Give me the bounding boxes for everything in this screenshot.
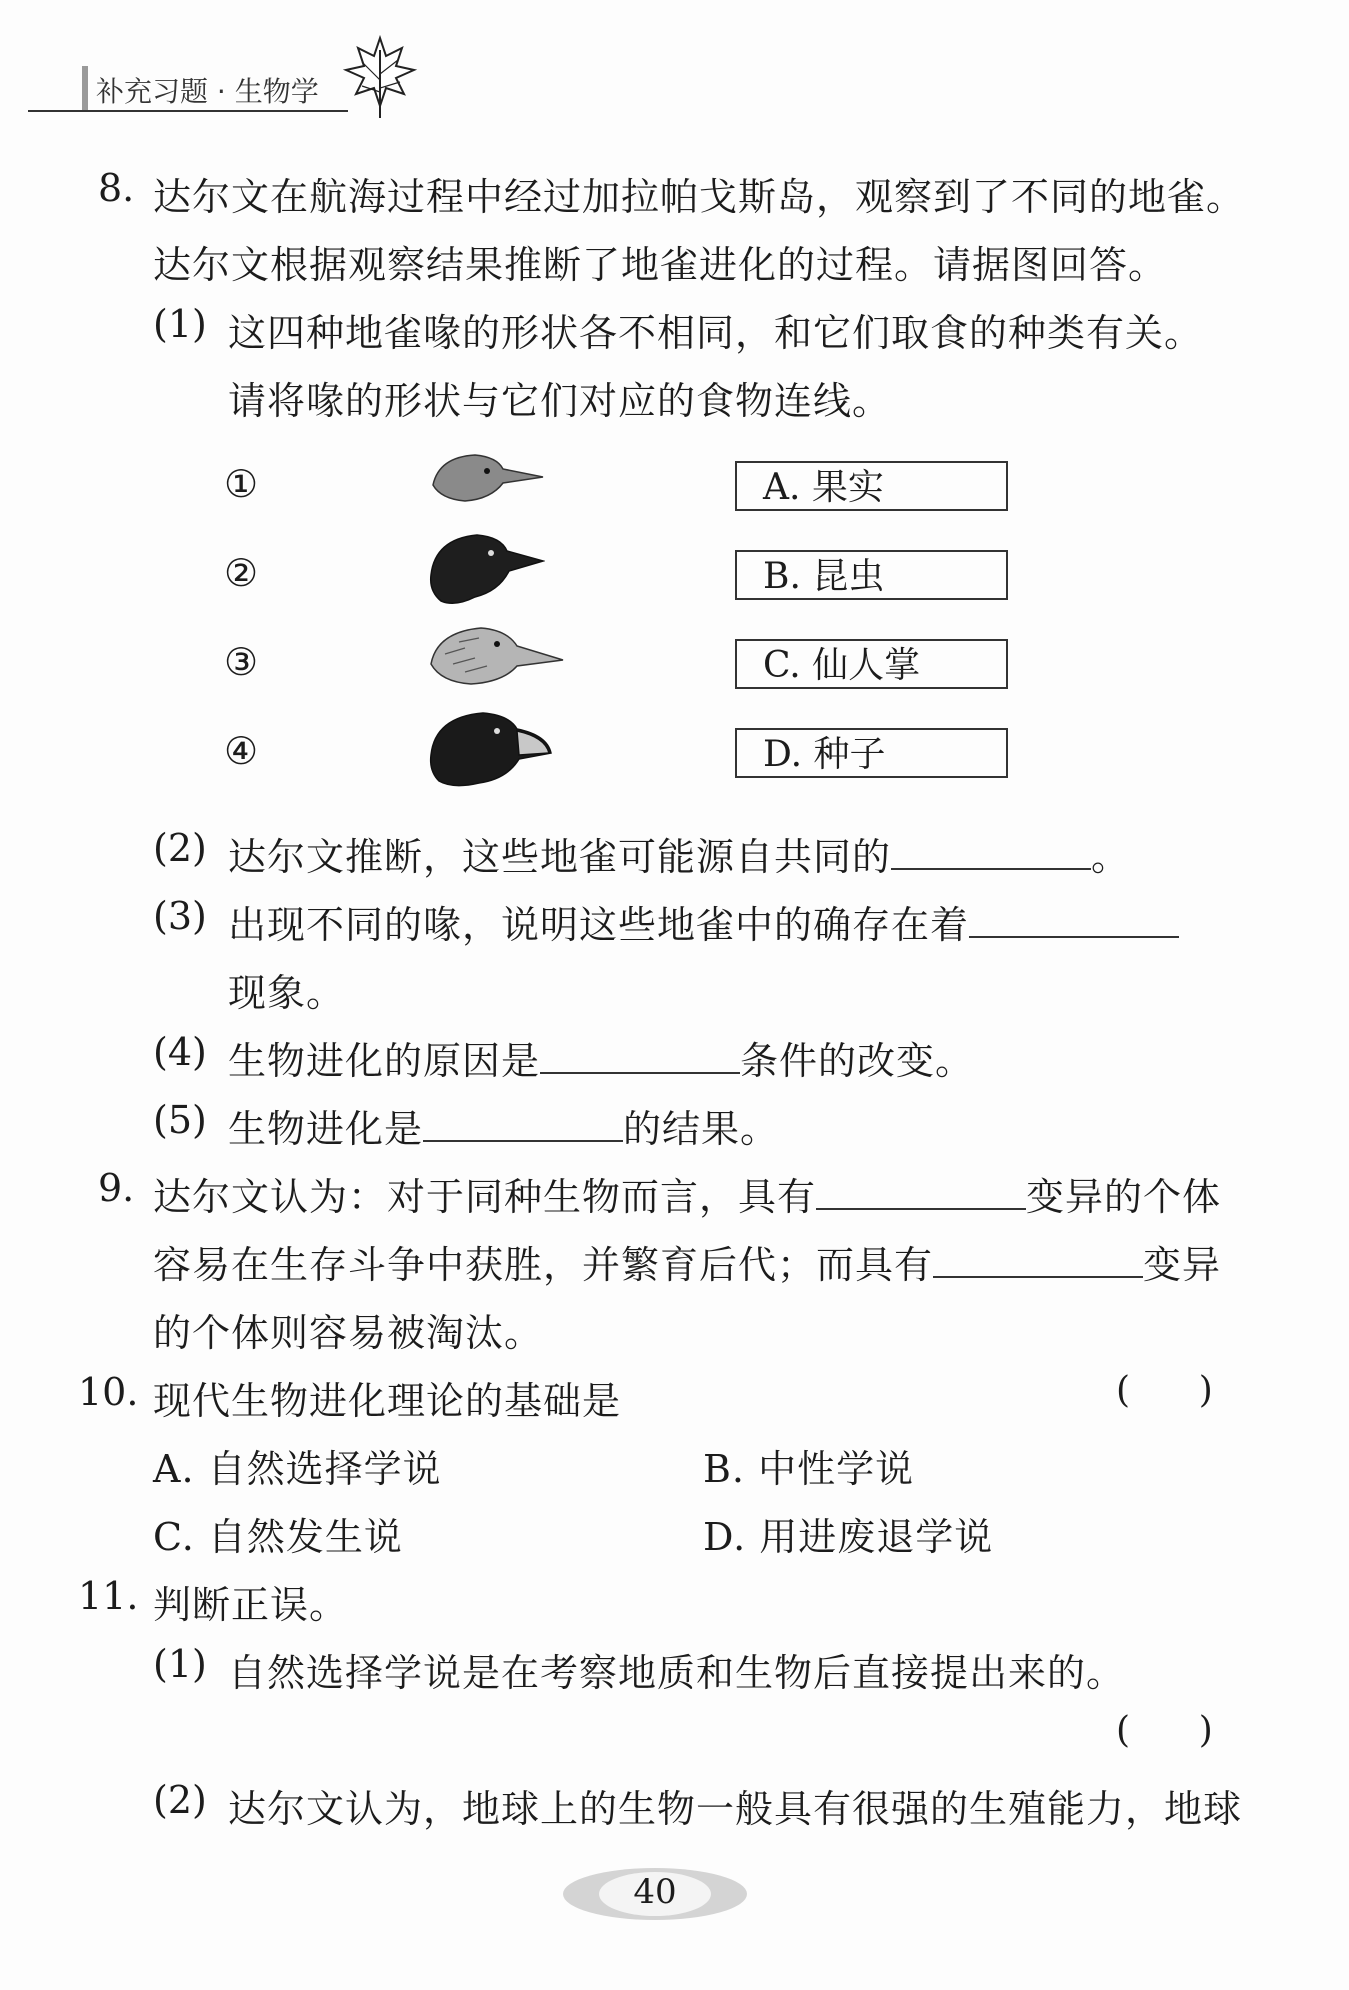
q8-part2-number: (2): [153, 826, 207, 870]
q10-option-d: D. 用进废退学说: [703, 1515, 994, 1559]
finch-head-1: [425, 445, 545, 515]
header-rule: [28, 110, 348, 112]
q11-part1-number: (1): [153, 1642, 207, 1686]
q9-number: 9.: [98, 1166, 135, 1210]
q8-part5-number: (5): [153, 1098, 207, 1142]
page-number: 40: [633, 1872, 677, 1912]
q8-part2-blank[interactable]: [891, 834, 1091, 870]
q8-part3: [228, 894, 1179, 949]
q8-part3-line2: 现象。: [228, 971, 346, 1015]
q10-number: 10.: [78, 1370, 139, 1414]
q8-part1-line1: 这四种地雀喙的形状各不相同，和它们取食的种类有关。: [228, 311, 1204, 355]
q11-part1-answer-paren[interactable]: ( ): [1116, 1710, 1213, 1751]
bird-label-4: ④: [224, 729, 259, 773]
leaf-icon: [340, 30, 420, 120]
q11-part2-text: 达尔文认为，地球上的生物一般具有很强的生殖能力，地球: [228, 1787, 1243, 1831]
q9-blank-2[interactable]: [933, 1242, 1143, 1278]
running-header: 补充习题 · 生物学: [96, 75, 319, 108]
q8-part4: [228, 1030, 974, 1085]
q9-line1: [153, 1166, 1221, 1221]
q9-blank-1[interactable]: [816, 1174, 1026, 1210]
bird-label-1: ①: [224, 462, 259, 506]
finch-head-2: [425, 525, 545, 610]
q8-part3-text: 出现不同的喙，说明这些地雀中的确存在着: [228, 903, 970, 947]
q9-line2-b: 变异: [1143, 1243, 1222, 1287]
q10-text: 现代生物进化理论的基础是: [153, 1379, 622, 1423]
q8-part3-number: (3): [153, 894, 207, 938]
q8-part3-blank[interactable]: [969, 902, 1179, 938]
q9-line1-b: 变异的个体: [1026, 1175, 1222, 1219]
q8-part1-number: (1): [153, 302, 207, 346]
q9-line2: [153, 1234, 1221, 1289]
q8-part2: [228, 826, 1130, 881]
finch-head-4: [425, 703, 560, 793]
food-option-a: A. 果实: [735, 461, 1008, 511]
bird-label-3: ③: [224, 640, 259, 684]
q8-part5-text: 生物进化是: [228, 1107, 424, 1151]
q8-part5-end: 的结果。: [623, 1107, 780, 1151]
q8-part4-text: 生物进化的原因是: [228, 1039, 541, 1083]
q8-part2-text: 达尔文推断，这些地雀可能源自共同的: [228, 835, 892, 879]
header-accent-bar: [82, 66, 88, 110]
q8-part4-blank[interactable]: [540, 1038, 740, 1074]
food-option-c: C. 仙人掌: [735, 639, 1008, 689]
food-option-d: D. 种子: [735, 728, 1008, 778]
q8-part1-line2: 请将喙的形状与它们对应的食物连线。: [228, 379, 892, 423]
q8-part4-number: (4): [153, 1030, 207, 1074]
q11-text: 判断正误。: [153, 1583, 349, 1627]
q9-line2-a: 容易在生存斗争中获胜，并繁育后代；而具有: [153, 1243, 934, 1287]
bird-label-2: ②: [224, 551, 259, 595]
q8-line1: 达尔文在航海过程中经过加拉帕戈斯岛，观察到了不同的地雀。: [153, 175, 1246, 219]
q8-number: 8.: [98, 166, 135, 210]
q8-part5: [228, 1098, 779, 1153]
q11-part1-text: 自然选择学说是在考察地质和生物后直接提出来的。: [228, 1651, 1126, 1695]
q8-part2-end: 。: [1091, 835, 1131, 879]
q11-part2-number: (2): [153, 1778, 207, 1822]
q8-part5-blank[interactable]: [423, 1106, 623, 1142]
q8-part4-end: 条件的改变。: [740, 1039, 975, 1083]
q10-option-b: B. 中性学说: [703, 1447, 915, 1491]
food-option-b: B. 昆虫: [735, 550, 1008, 600]
q8-line2: 达尔文根据观察结果推断了地雀进化的过程。请据图回答。: [153, 243, 1168, 287]
q9-line3: 的个体则容易被淘汰。: [153, 1311, 544, 1355]
finch-head-3: [425, 618, 565, 693]
q11-number: 11.: [78, 1574, 139, 1618]
q10-option-a: A. 自然选择学说: [153, 1447, 442, 1491]
q9-line1-a: 达尔文认为：对于同种生物而言，具有: [153, 1175, 817, 1219]
q10-option-c: C. 自然发生说: [153, 1515, 403, 1559]
q10-answer-paren[interactable]: ( ): [1116, 1370, 1213, 1411]
